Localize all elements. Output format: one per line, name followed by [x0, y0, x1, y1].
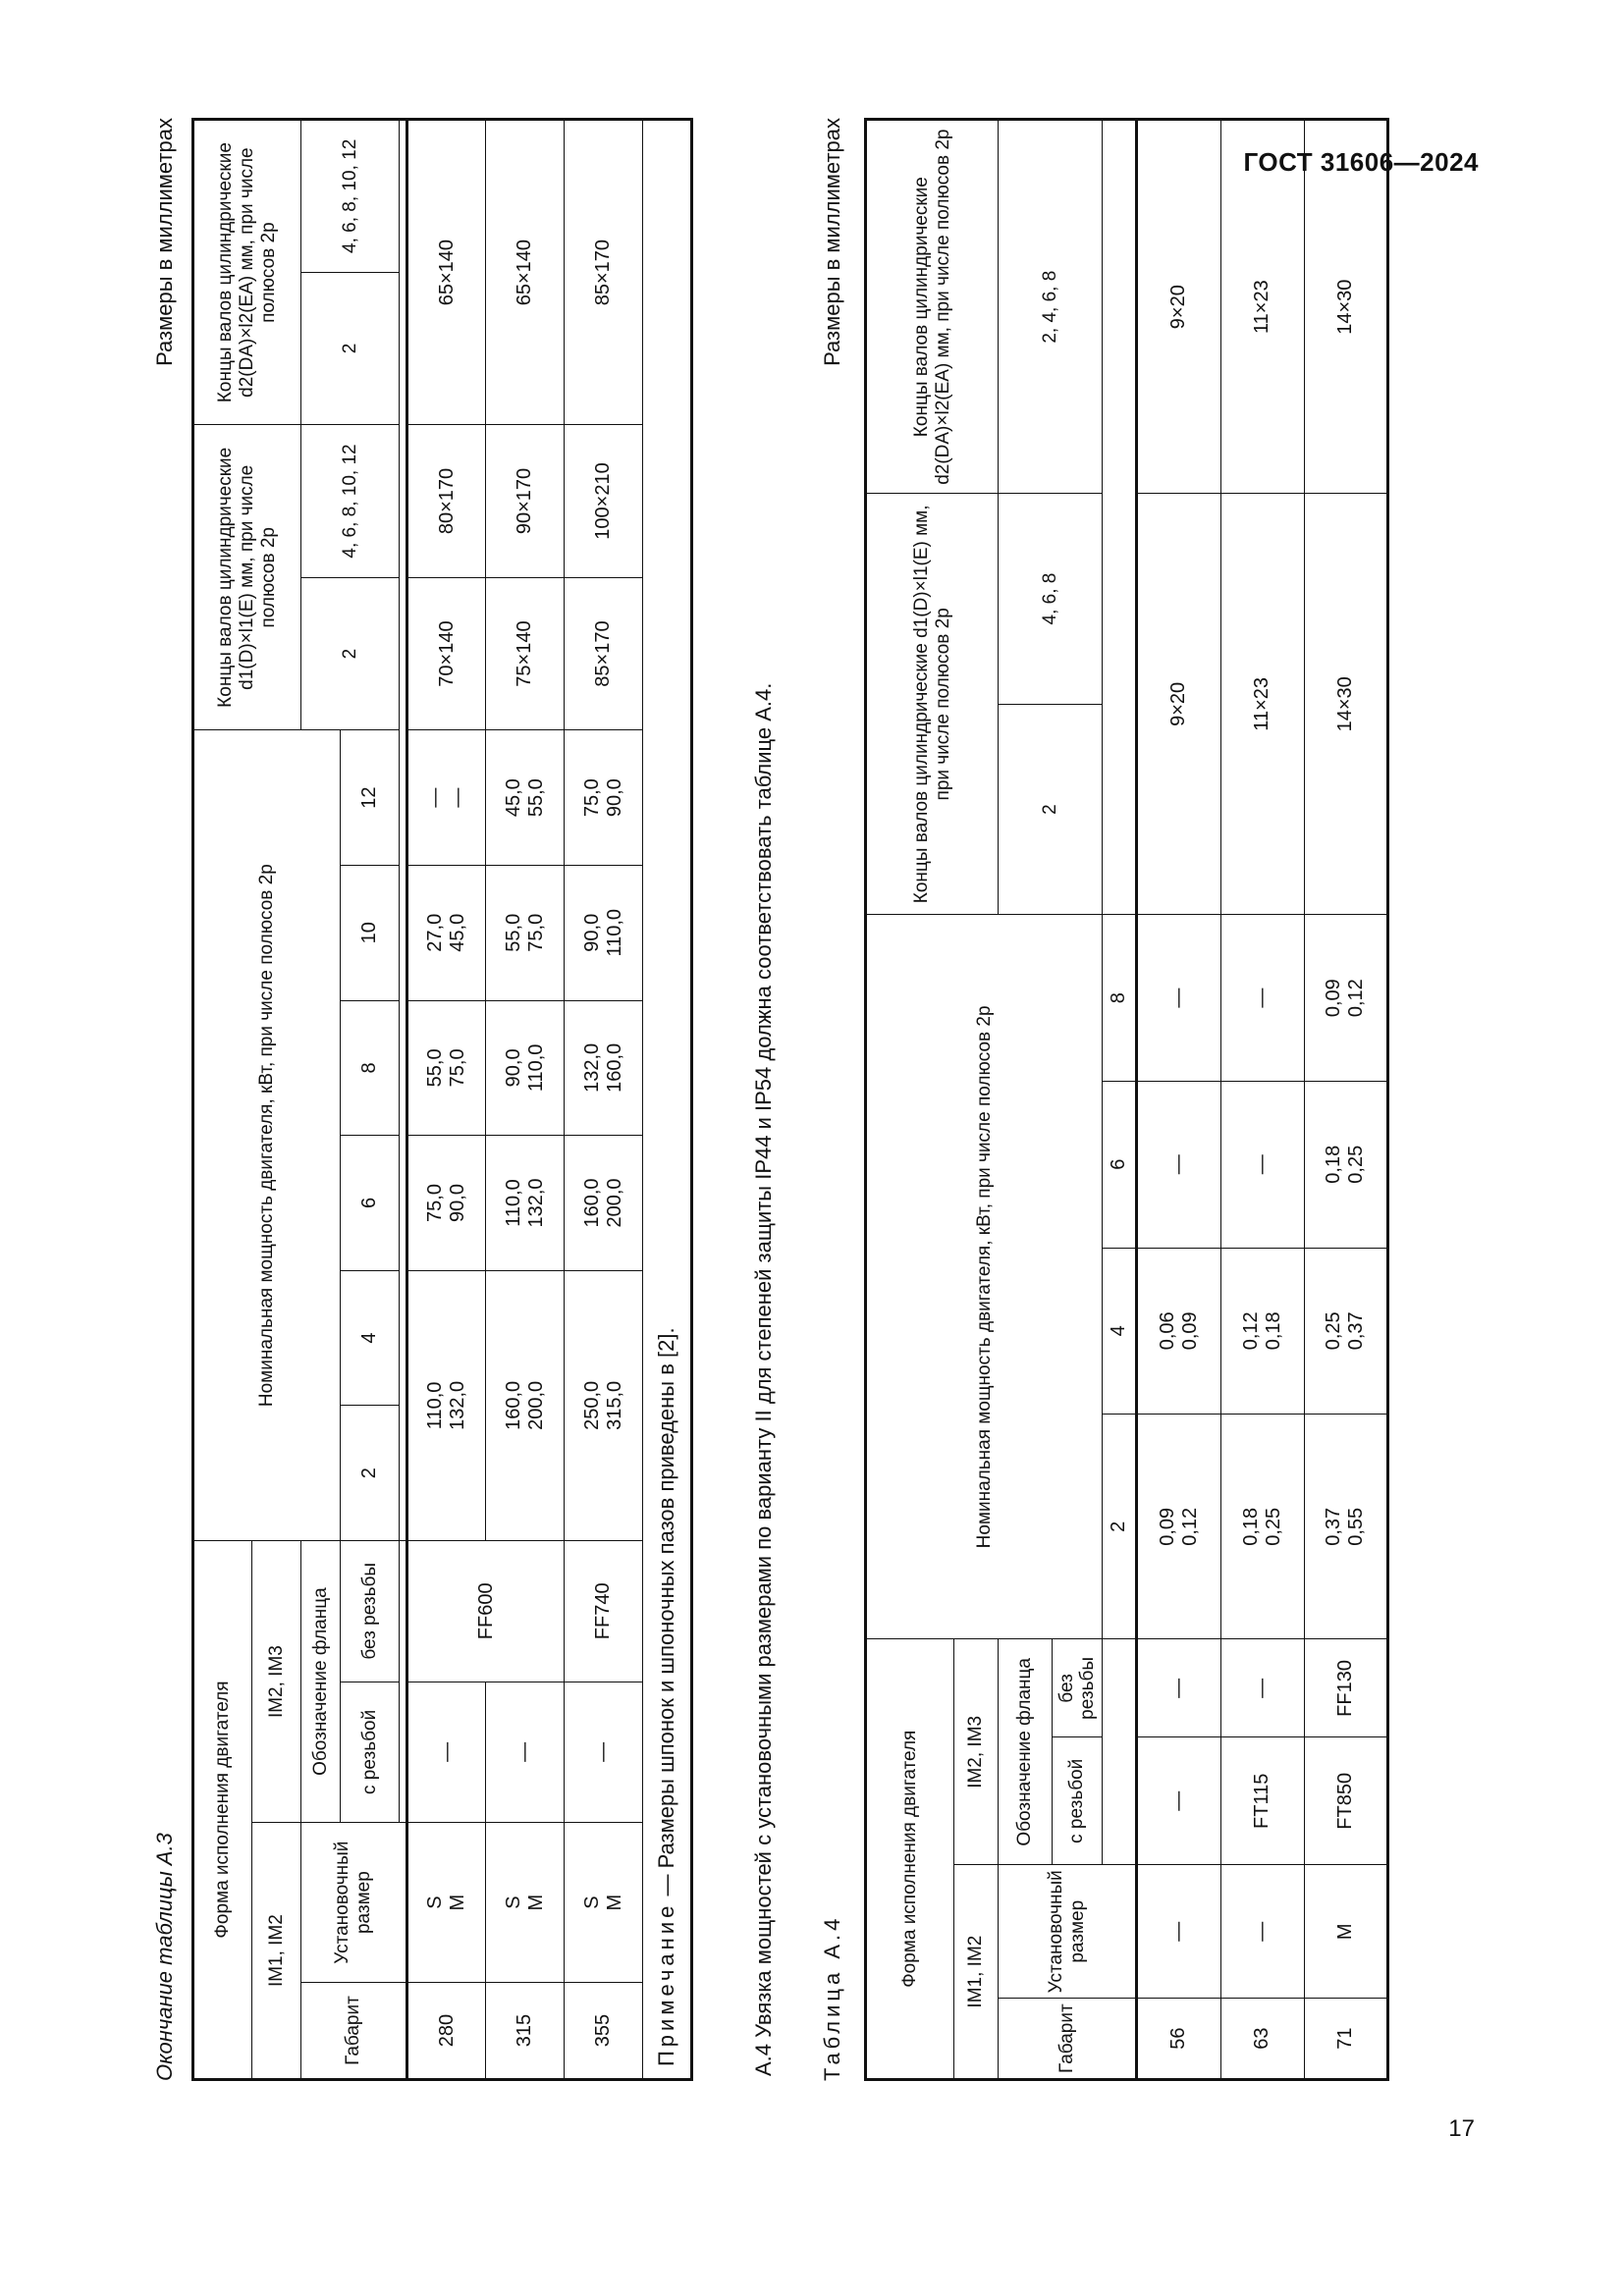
table-row — [1304, 120, 1387, 2080]
a3-pole: 6 — [341, 1136, 400, 1271]
table-a4 — [864, 118, 1389, 2081]
a3-pole: 2 — [341, 1406, 400, 1541]
a4-s1: 11×23 — [1220, 494, 1304, 915]
a3-gab: 355 — [565, 1983, 643, 2080]
a3-ust: S M — [486, 1823, 565, 1983]
a4-ust: — — [1137, 1865, 1220, 1999]
a4-s1: 9×20 — [1137, 494, 1220, 915]
table-row — [1137, 120, 1220, 2080]
a4-ust: — — [1220, 1865, 1304, 1999]
a4-h-im23: IM2, IM3 — [954, 1639, 999, 1865]
a4-h-ust: Установочный размер — [999, 1865, 1137, 1999]
a3-thread: — — [565, 1682, 643, 1823]
a3-p2: 160,0 200,0 — [486, 1270, 565, 1540]
a4-gab: 56 — [1137, 1999, 1220, 2080]
a3-pole-2-shaft2: 2 — [301, 272, 400, 425]
a4-h-flange: Обозначение фланца — [999, 1639, 1053, 1865]
a4-pole-shaft1-2: 2 — [999, 704, 1103, 915]
a3-h-form: Форма исполнения двигателя — [193, 1541, 252, 2080]
a4-p4: 0,12 0,18 — [1220, 1248, 1304, 1415]
a3-h-ust: Установочный размер — [301, 1823, 407, 1983]
a3-s1b: 90×170 — [486, 425, 565, 578]
a3-gab: 315 — [486, 1983, 565, 2080]
a3-ff740: FF740 — [565, 1541, 643, 1682]
a3-pole: 8 — [341, 1000, 400, 1136]
a4-p8: — — [1137, 915, 1220, 1082]
a3-p12: 45,0 55,0 — [486, 730, 565, 866]
a3-thread: — — [486, 1682, 565, 1823]
a3-p6: 110,0 132,0 — [486, 1136, 565, 1271]
table-row — [565, 120, 643, 2080]
a4-h-form: Форма исполнения двигателя — [866, 1639, 954, 2080]
a4-p6: — — [1220, 1081, 1304, 1248]
a4-h-power: Номинальная мощность двигателя, кВт, при числе полюсов 2p — [866, 915, 1103, 1639]
a3-p12: 75,0 90,0 — [565, 730, 643, 866]
paragraph-a4: А.4 Увязка мощностей с установочными размерами по варианту II для степеней защиты IP44 и IP54 должна соответствовать таблице А.4. — [751, 682, 776, 2076]
a4-thread: FT115 — [1220, 1737, 1304, 1865]
a3-h-im12: IM1, IM2 — [252, 1823, 301, 2080]
a3-h-im23: IM2, IM3 — [252, 1541, 301, 1823]
a3-p10: 90,0 110,0 — [565, 865, 643, 1000]
a3-h-flange: Обозначение фланца — [301, 1541, 341, 1823]
table-a4-caption: Таблица А.4 — [820, 1914, 844, 2081]
a3-note-label: Примечание — [654, 1901, 679, 2066]
a4-p2: 0,18 0,25 — [1220, 1415, 1304, 1639]
table-row — [407, 120, 486, 2080]
a3-h-gabarit: Габарит — [301, 1983, 407, 2080]
a4-s1: 14×30 — [1304, 494, 1387, 915]
a3-s1a: 75×140 — [486, 577, 565, 730]
page-number: 17 — [1448, 2115, 1475, 2142]
a3-h-shaft1: Концы валов цилиндрические d1(D)×l1(E) мм, при числе полюсов 2p — [193, 425, 301, 730]
a3-h-shaft2: Концы валов цилиндрические d2(DA)×l2(EA) мм, при числе полюсов 2p — [193, 120, 301, 425]
a4-gab: 63 — [1220, 1999, 1304, 2080]
a4-p4: 0,06 0,09 — [1137, 1248, 1220, 1415]
a3-pole-2: 2 — [301, 577, 400, 730]
a3-h-power: Номинальная мощность двигателя, кВт, при числе полюсов 2p — [193, 730, 341, 1541]
a3-s2: 85×170 — [565, 120, 643, 425]
a3-thread: — — [407, 1682, 486, 1823]
a3-h-thread: с резьбой — [341, 1682, 400, 1823]
a4-h-shaft1: Концы валов цилиндрические d1(D)×l1(E) мм, при числе полюсов 2p — [866, 494, 999, 915]
a4-p6: 0,18 0,25 — [1304, 1081, 1387, 1248]
standard-number: ГОСТ 31606—2024 — [1243, 147, 1479, 177]
a4-pole: 6 — [1103, 1081, 1137, 1248]
a4-s2: 9×20 — [1137, 120, 1220, 494]
table-a3 — [191, 118, 693, 2081]
a4-gab: 71 — [1304, 1999, 1387, 2080]
a3-s1a: 85×170 — [565, 577, 643, 730]
a4-p8: — — [1220, 915, 1304, 1082]
a3-pole-4681012-shaft2: 4, 6, 8, 10, 12 — [301, 120, 400, 273]
a4-h-thread: с резьбой — [1053, 1737, 1103, 1865]
a3-gab: 280 — [407, 1983, 486, 2080]
a3-p2: 250,0 315,0 — [565, 1270, 643, 1540]
table-a4-units: Размеры в миллиметрах — [820, 118, 844, 366]
a4-p2: 0,09 0,12 — [1137, 1415, 1220, 1639]
a3-p10: 27,0 45,0 — [407, 865, 486, 1000]
a4-pole-shaft1-468: 4, 6, 8 — [999, 494, 1103, 705]
table-row — [486, 120, 565, 2080]
a3-s1b: 100×210 — [565, 425, 643, 578]
a4-h-shaft2: Концы валов цилиндрические d2(DA)×l2(EA) мм, при числе полюсов 2p — [866, 120, 999, 494]
a3-h-nothread: без резьбы — [341, 1541, 400, 1682]
a3-s2: 65×140 — [407, 120, 486, 425]
a4-pole: 8 — [1103, 915, 1137, 1082]
a4-s2: 11×23 — [1220, 120, 1304, 494]
a3-p6: 160,0 200,0 — [565, 1136, 643, 1271]
table-row — [1220, 120, 1304, 2080]
a4-p8: 0,09 0,12 — [1304, 915, 1387, 1082]
a4-h-gabarit: Габарит — [999, 1999, 1137, 2080]
a4-nothread: — — [1220, 1639, 1304, 1737]
table-a3-caption: Окончание таблицы А.3 — [152, 1833, 177, 2081]
a4-thread: — — [1137, 1737, 1220, 1865]
a4-h-nothread: без резьбы — [1053, 1639, 1103, 1737]
a3-s1b: 80×170 — [407, 425, 486, 578]
a4-p4: 0,25 0,37 — [1304, 1248, 1387, 1415]
a3-pole: 10 — [341, 865, 400, 1000]
a3-p2: 110,0 132,0 — [407, 1270, 486, 1540]
a4-s2: 14×30 — [1304, 120, 1387, 494]
a3-s1a: 70×140 — [407, 577, 486, 730]
a3-pole-4681012: 4, 6, 8, 10, 12 — [301, 425, 400, 578]
a3-ust: S M — [407, 1823, 486, 1983]
a3-note — [643, 120, 692, 2080]
a4-pole: 4 — [1103, 1248, 1137, 1415]
a4-p6: — — [1137, 1081, 1220, 1248]
a4-nothread: FF130 — [1304, 1639, 1387, 1737]
a3-p6: 75,0 90,0 — [407, 1136, 486, 1271]
a3-ust: S M — [565, 1823, 643, 1983]
a3-s2: 65×140 — [486, 120, 565, 425]
a4-nothread: — — [1137, 1639, 1220, 1737]
a3-pole: 12 — [341, 730, 400, 866]
a4-ust: M — [1304, 1865, 1387, 1999]
a3-note-text: — Размеры шпонок и шпоночных пазов приведены в [2]. — [654, 1327, 679, 1902]
a3-p8: 55,0 75,0 — [407, 1000, 486, 1136]
a3-p10: 55,0 75,0 — [486, 865, 565, 1000]
rotated-content — [142, 118, 1458, 2081]
table-a3-units: Размеры в миллиметрах — [152, 118, 177, 366]
a4-thread: FT850 — [1304, 1737, 1387, 1865]
a4-pole: 2 — [1103, 1415, 1137, 1639]
a3-p8: 132,0 160,0 — [565, 1000, 643, 1136]
a4-h-im12: IM1, IM2 — [954, 1865, 999, 2080]
a4-p2: 0,37 0,55 — [1304, 1415, 1387, 1639]
a3-ff600: FF600 — [407, 1541, 565, 1682]
a4-pole-shaft2: 2, 4, 6, 8 — [999, 120, 1103, 494]
a3-p12: — — — [407, 730, 486, 866]
a3-p8: 90,0 110,0 — [486, 1000, 565, 1136]
a3-pole: 4 — [341, 1270, 400, 1406]
